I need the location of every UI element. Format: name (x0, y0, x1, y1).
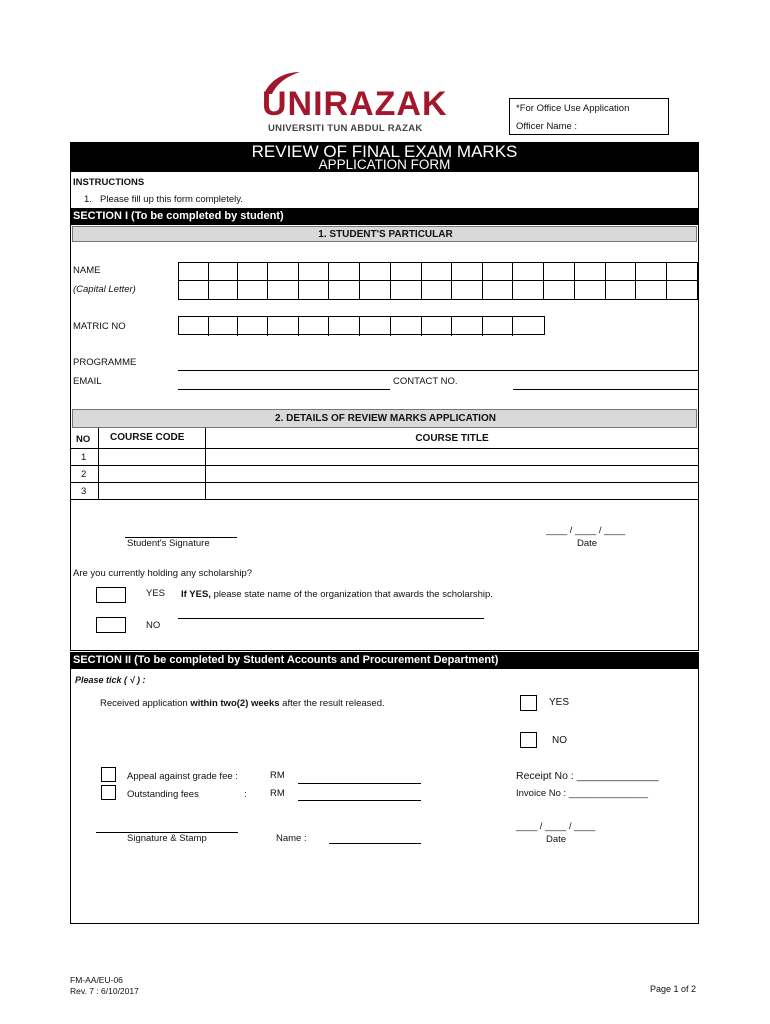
instructions-heading: INSTRUCTIONS (73, 177, 145, 188)
review-details-bar (72, 409, 697, 428)
course-table (70, 428, 699, 500)
section1-title: SECTION I (To be completed by student) (73, 210, 284, 222)
appeal-label: Appeal against grade fee : (127, 771, 238, 782)
logo-brand: UNIRAZAK (262, 85, 448, 123)
received-pre: Received application (100, 698, 188, 709)
student-signature-label: Student's Signature (127, 538, 210, 549)
col-code-header: COURSE CODE (110, 432, 185, 443)
invoice-no[interactable]: Invoice No : _______________ (516, 788, 649, 799)
scholarship-no-label: NO (146, 620, 161, 631)
col-no-header: NO (76, 434, 91, 445)
officer-name-field[interactable] (329, 843, 421, 844)
received-yes-checkbox[interactable] (520, 695, 537, 711)
scholarship-yes-checkbox[interactable] (96, 587, 126, 603)
section2-date-label: Date (546, 834, 567, 845)
contact-label: CONTACT NO. (393, 376, 458, 387)
instruction-text: Please fill up this form completely. (100, 194, 243, 205)
outstanding-amount-field[interactable] (298, 800, 421, 801)
review-details-title: 2. DETAILS OF REVIEW MARKS APPLICATION (275, 413, 496, 424)
student-particular-title: 1. STUDENT'S PARTICULAR (318, 229, 453, 240)
office-use-box (509, 98, 669, 135)
scholarship-no-checkbox[interactable] (96, 617, 126, 633)
section1-header (70, 208, 699, 225)
outstanding-rm: RM (270, 788, 285, 799)
row-1-no: 1 (81, 452, 87, 463)
section2-title: SECTION II (To be completed by Student Accounts and Procurement Department) (73, 654, 499, 666)
matric-boxes[interactable] (178, 316, 546, 336)
logo-subtitle: UNIVERSITI TUN ABDUL RAZAK (268, 123, 423, 134)
if-yes-bold: If YES, (181, 589, 211, 600)
instruction-number: 1. (84, 194, 92, 205)
received-no-label: NO (552, 735, 567, 746)
scholarship-question: Are you currently holding any scholarship? (73, 568, 253, 579)
scholarship-org-field[interactable] (178, 618, 484, 619)
capital-letter-note: (Capital Letter) (73, 284, 136, 295)
page-number: Page 1 of 2 (650, 984, 697, 994)
row-2-no: 2 (81, 469, 87, 480)
appeal-rm: RM (270, 770, 285, 781)
outstanding-colon: : (244, 789, 247, 800)
form-subtitle: APPLICATION FORM (318, 157, 451, 172)
matric-grid (178, 316, 546, 336)
received-bold: within two(2) weeks (190, 698, 280, 709)
form-code: FM-AA/EU-06 (70, 975, 123, 985)
student-date-blank[interactable]: ____ / ____ / ____ (546, 525, 626, 536)
office-use-label: *For Office Use Application (516, 103, 630, 114)
student-particular-bar (72, 226, 697, 242)
logo (258, 70, 448, 136)
tick-instruction: Please tick ( √ ) : (75, 675, 146, 685)
name-label: NAME (73, 265, 101, 276)
email-label: EMAIL (73, 376, 102, 387)
officer-name-label-2: Name : (276, 833, 307, 844)
received-yes-label: YES (549, 697, 570, 708)
appeal-checkbox[interactable] (101, 767, 116, 782)
outstanding-label: Outstanding fees (127, 789, 199, 800)
section2-date-blank[interactable]: ____ / ____ / ____ (516, 821, 596, 832)
scholarship-yes-label: YES (146, 588, 166, 599)
outstanding-checkbox[interactable] (101, 785, 116, 800)
col-title-header: COURSE TITLE (415, 433, 489, 444)
form-revision: Rev. 7 : 6/10/2017 (70, 986, 139, 996)
scholarship-if-yes (181, 589, 493, 600)
form-title-bar (70, 142, 699, 172)
name-grid (178, 262, 698, 300)
matric-label: MATRIC NO (73, 321, 126, 332)
appeal-amount-field[interactable] (298, 783, 421, 784)
form-title: REVIEW OF FINAL EXAM MARKS (251, 142, 518, 161)
officer-name-label: Officer Name : (516, 121, 578, 132)
received-post: after the result released. (282, 698, 385, 709)
received-no-checkbox[interactable] (520, 732, 537, 748)
row-3-no: 3 (81, 486, 87, 497)
receipt-no[interactable]: Receipt No : ______________ (516, 770, 659, 782)
section2-header (70, 652, 699, 669)
received-application-text (100, 698, 385, 709)
programme-label: PROGRAMME (73, 357, 137, 368)
student-date-label: Date (577, 538, 598, 549)
if-yes-text: please state name of the organization that awards the scholarship. (213, 589, 493, 600)
signature-stamp-label: Signature & Stamp (127, 833, 207, 844)
contact-field[interactable] (513, 389, 698, 390)
email-field[interactable] (178, 389, 390, 390)
name-boxes[interactable] (178, 262, 698, 300)
programme-field[interactable] (178, 370, 698, 371)
